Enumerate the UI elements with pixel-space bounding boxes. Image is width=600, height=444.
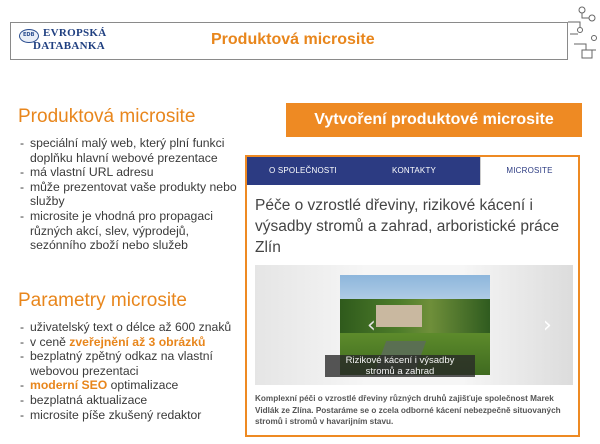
list-item-text: optimalizace (107, 378, 179, 393)
circuit-decoration-icon (560, 4, 600, 64)
header-bar (10, 22, 568, 60)
section-title-parameters: Parametry microsite (18, 290, 187, 311)
list-item: - speciální malý web, který plní funkci doplňku hlavní webové prezentace (20, 136, 242, 165)
image-slider[interactable] (255, 265, 573, 385)
list-item: - microsite píše zkušený redaktor (20, 408, 242, 423)
list-item-text: v ceně (30, 334, 70, 349)
highlight-text: zveřejnění až 3 obrázků (69, 334, 206, 349)
list-item: - bezplatná aktualizace (20, 393, 242, 408)
tab-microsite[interactable]: MICROSITE (480, 157, 578, 185)
microsite-parameters-list (20, 320, 242, 422)
page-title: Produktová microsite (211, 31, 375, 48)
list-item: - uživatelský text o délce až 600 znaků (20, 320, 242, 335)
tab-about-company[interactable]: O SPOLEČNOSTI (269, 166, 337, 175)
microsite-nav (247, 157, 578, 185)
microsite-feature-list (20, 136, 242, 253)
logo[interactable] (19, 27, 131, 55)
list-item: - bezplatný zpětný odkaz na vlastní webovou prezentaci (20, 349, 242, 378)
list-item (20, 378, 242, 393)
microsite-title: Péče o vzrostlé dřeviny, rizikové kácení i výsadby stromů a zahrad, arboristické práce Zlín (255, 197, 560, 256)
logo-text-line1: EVROPSKÁ (43, 27, 107, 39)
create-microsite-button[interactable]: Vytvoření produktové microsite (286, 103, 582, 137)
microsite-preview (245, 155, 580, 437)
logo-mark: EDB (19, 29, 39, 43)
section-title-microsite: Produktová microsite (18, 106, 196, 127)
list-item: - má vlastní URL adresu (20, 165, 242, 180)
logo-text-line2: DATABANKA (33, 40, 105, 52)
slide-caption: Rizikové kácení i výsadby stromů a zahrad (325, 355, 475, 377)
list-item (20, 335, 242, 350)
slider-next-icon[interactable]: › (543, 313, 552, 338)
highlight-text: moderní SEO (30, 378, 108, 393)
list-item: - microsite je vhodná pro propagaci různých akcí, slev, výprodejů, sezónního zboží nebo služeb (20, 209, 242, 253)
slider-prev-icon[interactable]: ‹ (367, 313, 376, 338)
list-item: - může prezentovat vaše produkty nebo služby (20, 180, 242, 209)
tab-contacts[interactable]: KONTAKTY (391, 166, 437, 175)
microsite-description: Komplexní péči o vzrostlé dřeviny různých druhů zajišťuje společnost Marek Vidlák ze Zlína. Postaráme se o zcela odborné kácení nebezpečně situovaných stromů i stromů v havarijním stavu. (255, 394, 561, 426)
